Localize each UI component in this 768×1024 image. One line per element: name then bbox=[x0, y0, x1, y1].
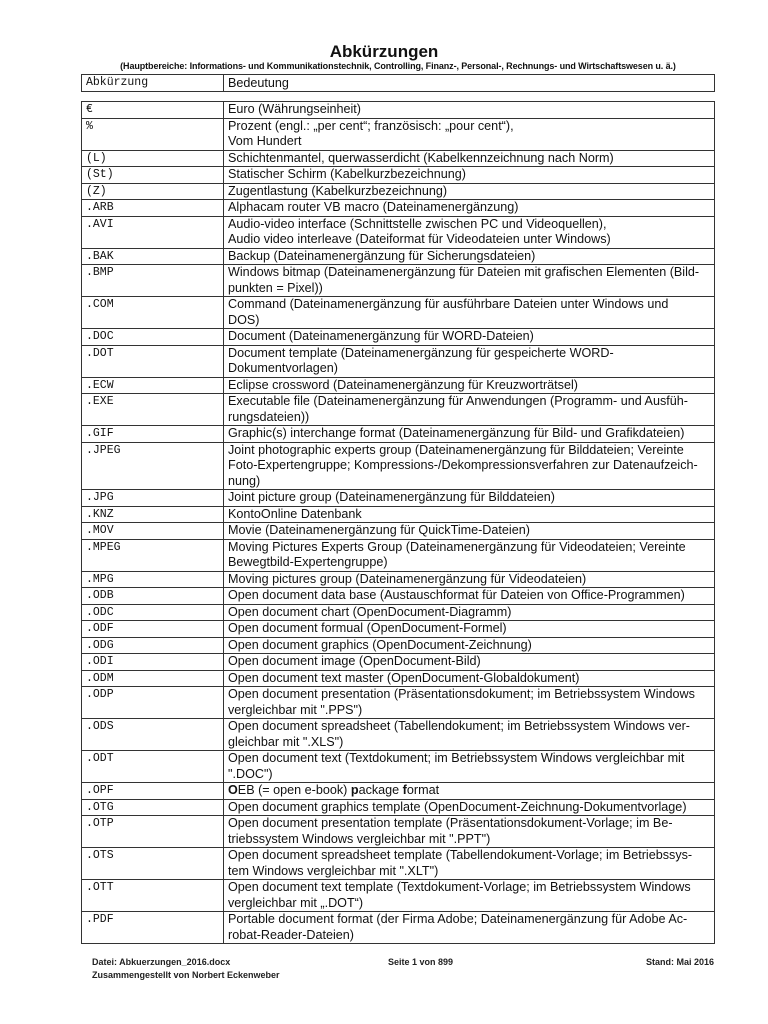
meaning-line: Document template (Dateinamenergänzung für gespeicherte WORD- bbox=[228, 345, 614, 360]
meaning-line: Open document text (Textdokument; im Betriebssystem Windows vergleichbar mit bbox=[228, 751, 685, 765]
meaning-cell bbox=[224, 426, 715, 443]
meaning-line: Open document presentation template (Präsentationsdokument-Vorlage; im Be- bbox=[228, 816, 673, 830]
table-row bbox=[82, 719, 715, 751]
table-row bbox=[82, 297, 715, 329]
footer-date: Stand: Mai 2016 bbox=[645, 957, 714, 967]
abbreviation-cell: .ODC bbox=[82, 604, 224, 621]
meaning-line: Open document image (OpenDocument-Bild) bbox=[228, 654, 481, 668]
abbreviation-cell: .ODF bbox=[82, 621, 224, 638]
meaning-line: Joint photographic experts group (Dateinamenergänzung für Bilddateien; Vereinte bbox=[228, 442, 684, 457]
page-subtitle: (Hauptbereiche: Informations- und Kommunikationstechnik, Controlling, Finanz-, Personal-, Rechnungs- und Wirtschaftswesen u. ä.) bbox=[120, 61, 676, 71]
abbreviation-cell: .BAK bbox=[82, 248, 224, 265]
table-row bbox=[82, 637, 715, 654]
meaning-line: Open document spreadsheet (Tabellendokument; im Betriebssystem Windows ver- bbox=[228, 719, 690, 733]
abbreviation-cell: .PDF bbox=[82, 912, 224, 944]
abbreviation-cell: .OTT bbox=[82, 880, 224, 912]
meaning-cell bbox=[224, 604, 715, 621]
meaning-fragment: ackage bbox=[358, 783, 403, 797]
abbreviation-cell: .COM bbox=[82, 297, 224, 329]
header-row bbox=[82, 75, 715, 92]
meaning-line: Graphic(s) interchange format (Dateinamenergänzung für Bild- und Grafikdateien) bbox=[228, 426, 685, 440]
meaning-line: Alphacam router VB macro (Dateinamenergänzung) bbox=[228, 200, 519, 214]
table-row bbox=[82, 848, 715, 880]
table-row bbox=[82, 167, 715, 184]
table-row bbox=[82, 687, 715, 719]
meaning-cell bbox=[224, 799, 715, 816]
abbreviation-cell: .ODP bbox=[82, 687, 224, 719]
meaning-line: Schichtenmantel, querwasserdicht (Kabelkennzeichnung nach Norm) bbox=[228, 150, 614, 165]
table-row bbox=[82, 150, 715, 167]
meaning-line: vergleichbar mit ".PPS") bbox=[228, 702, 363, 717]
meaning-cell bbox=[224, 783, 715, 800]
table-row bbox=[82, 654, 715, 671]
table-row bbox=[82, 816, 715, 848]
meaning-cell bbox=[224, 200, 715, 217]
meaning-cell bbox=[224, 816, 715, 848]
meaning-line: Movie (Dateinamenergänzung für QuickTime-Dateien) bbox=[228, 523, 530, 537]
meaning-cell bbox=[224, 490, 715, 507]
meaning-cell bbox=[224, 102, 715, 119]
meaning-line: Vom Hundert bbox=[228, 134, 302, 148]
meaning-cell bbox=[224, 588, 715, 605]
meaning-cell bbox=[224, 394, 715, 426]
meaning-line: rungsdateien)) bbox=[228, 409, 310, 424]
abbreviation-table bbox=[81, 101, 715, 944]
table-row bbox=[82, 426, 715, 443]
meaning-cell bbox=[224, 297, 715, 329]
meaning-line: KontoOnline Datenbank bbox=[228, 506, 362, 521]
meaning-line: Open document formual (OpenDocument-Formel) bbox=[228, 621, 507, 635]
column-header-table bbox=[81, 74, 715, 92]
meaning-cell bbox=[224, 848, 715, 880]
meaning-fragment: EB (= open e-book) bbox=[237, 783, 351, 797]
abbreviation-cell: .ODI bbox=[82, 654, 224, 671]
meaning-cell bbox=[224, 183, 715, 200]
meaning-fragment: f bbox=[402, 783, 407, 797]
meaning-line: Prozent (engl.: „per cent“; französisch: „pour cent“), bbox=[228, 118, 514, 133]
meaning-line: Dokumentvorlagen) bbox=[228, 361, 338, 375]
abbreviation-cell: .MPEG bbox=[82, 539, 224, 571]
abbreviation-cell: .BMP bbox=[82, 265, 224, 297]
page-title: Abkürzungen bbox=[329, 42, 439, 61]
abbreviation-cell: (St) bbox=[82, 167, 224, 184]
abbreviation-cell: .EXE bbox=[82, 394, 224, 426]
table-row bbox=[82, 200, 715, 217]
meaning-cell bbox=[224, 523, 715, 540]
meaning-line: Audio video interleave (Dateiformat für Videodateien unter Windows) bbox=[228, 232, 611, 246]
abbreviation-cell: .JPG bbox=[82, 490, 224, 507]
meaning-cell bbox=[224, 687, 715, 719]
meaning-line: Bewegtbild-Expertengruppe) bbox=[228, 555, 388, 569]
meaning-cell bbox=[224, 880, 715, 912]
abbreviation-cell: .OPF bbox=[82, 783, 224, 800]
meaning-cell bbox=[224, 571, 715, 588]
table-row bbox=[82, 880, 715, 912]
meaning-cell bbox=[224, 248, 715, 265]
meaning-line: punkten = Pixel)) bbox=[228, 280, 323, 295]
meaning-line: Moving pictures group (Dateinamenergänzung für Videodateien) bbox=[228, 571, 587, 586]
meaning-cell bbox=[224, 654, 715, 671]
meaning-line: Windows bitmap (Dateinamenergänzung für Dateien mit grafischen Elementen (Bild- bbox=[228, 265, 700, 279]
meaning-line: Command (Dateinamenergänzung für ausführbare Dateien unter Windows und bbox=[228, 297, 669, 311]
meaning-line: Zugentlastung (Kabelkurzbezeichnung) bbox=[228, 183, 448, 198]
meaning-line: ".DOC") bbox=[228, 766, 273, 781]
meaning-cell bbox=[224, 442, 715, 490]
table-row bbox=[82, 751, 715, 783]
table-row bbox=[82, 345, 715, 377]
meaning-line: Eclipse crossword (Dateinamenergänzung für Kreuzworträtsel) bbox=[228, 377, 578, 392]
meaning-cell bbox=[224, 621, 715, 638]
table-row bbox=[82, 621, 715, 638]
meaning-cell bbox=[224, 751, 715, 783]
meaning-line: Open document chart (OpenDocument-Diagramm) bbox=[228, 604, 512, 619]
abbreviation-cell: .ODB bbox=[82, 588, 224, 605]
meaning-line: Open document graphics (OpenDocument-Zeichnung) bbox=[228, 637, 532, 652]
meaning-line: triebssystem Windows vergleichbar mit ".PPT") bbox=[228, 831, 491, 846]
meaning-line: Euro (Währungseinheit) bbox=[228, 102, 361, 116]
meaning-cell bbox=[224, 637, 715, 654]
meaning-line: Backup (Dateinamenergänzung für Sicherungsdateien) bbox=[228, 248, 536, 263]
meaning-line: robat-Reader-Dateien) bbox=[228, 927, 354, 942]
table-row bbox=[82, 329, 715, 346]
table-row bbox=[82, 670, 715, 687]
abbreviation-cell: .DOC bbox=[82, 329, 224, 346]
table-row bbox=[82, 506, 715, 523]
meaning-line: Statischer Schirm (Kabelkurzbezeichnung) bbox=[228, 167, 466, 181]
abbreviation-cell: .ECW bbox=[82, 377, 224, 394]
meaning-cell bbox=[224, 167, 715, 184]
meaning-cell bbox=[224, 216, 715, 248]
table-row bbox=[82, 248, 715, 265]
abbreviation-cell: .OTG bbox=[82, 799, 224, 816]
meaning-cell bbox=[224, 150, 715, 167]
meaning-line: nung) bbox=[228, 473, 261, 488]
abbreviation-cell: .GIF bbox=[82, 426, 224, 443]
meaning-cell bbox=[224, 539, 715, 571]
meaning-cell bbox=[224, 377, 715, 394]
meaning-line: Open document spreadsheet template (Tabellendokument-Vorlage; im Betriebssys- bbox=[228, 848, 693, 862]
table-row bbox=[82, 265, 715, 297]
abbreviation-cell: .KNZ bbox=[82, 506, 224, 523]
table-row bbox=[82, 216, 715, 248]
abbreviation-cell: % bbox=[82, 118, 224, 150]
meaning-fragment: ormat bbox=[406, 783, 440, 797]
table-row bbox=[82, 783, 715, 800]
meaning-cell bbox=[224, 719, 715, 751]
abbreviation-cell: (L) bbox=[82, 150, 224, 167]
meaning-cell bbox=[224, 265, 715, 297]
table-row bbox=[82, 571, 715, 588]
meaning-line: gleichbar mit ".XLS") bbox=[228, 734, 344, 749]
meaning-line: Open document text template (Textdokument-Vorlage; im Betriebssystem Windows bbox=[228, 880, 691, 894]
abbreviation-cell: .OTP bbox=[82, 816, 224, 848]
meaning-line: vergleichbar mit „.DOT“) bbox=[228, 895, 364, 910]
abbreviation-cell: .MOV bbox=[82, 523, 224, 540]
footer-file: Datei: Abkuerzungen_2016.docx bbox=[92, 957, 231, 967]
meaning-line: Joint picture group (Dateinamenergänzung für Bilddateien) bbox=[228, 490, 555, 504]
meaning-cell bbox=[224, 670, 715, 687]
table-row bbox=[82, 442, 715, 490]
table-row bbox=[82, 183, 715, 200]
table-row bbox=[82, 394, 715, 426]
table-row bbox=[82, 912, 715, 944]
abbreviation-cell: .JPEG bbox=[82, 442, 224, 490]
meaning-line: tem Windows vergleichbar mit ".XLT") bbox=[228, 863, 439, 878]
meaning-line: Open document text master (OpenDocument-Globaldokument) bbox=[228, 670, 580, 685]
meaning-line: Moving Pictures Experts Group (Dateinamenergänzung für Videodateien; Vereinte bbox=[228, 539, 686, 554]
meaning-line: Open document graphics template (OpenDocument-Zeichnung-Dokumentvorlage) bbox=[228, 799, 687, 814]
meaning-line: Open document data base (Austauschformat für Dateien von Office-Programmen) bbox=[228, 588, 685, 602]
meaning-cell bbox=[224, 118, 715, 150]
header-meaning: Bedeutung bbox=[224, 75, 715, 92]
table-row bbox=[82, 539, 715, 571]
abbreviation-cell: .ODM bbox=[82, 670, 224, 687]
meaning-line: Document (Dateinamenergänzung für WORD-Dateien) bbox=[228, 329, 534, 343]
abbreviation-cell: .ODT bbox=[82, 751, 224, 783]
table-row bbox=[82, 490, 715, 507]
abbreviation-cell: .OTS bbox=[82, 848, 224, 880]
footer-page-number: Seite 1 von 899 bbox=[388, 957, 454, 967]
abbreviation-cell: .ODS bbox=[82, 719, 224, 751]
meaning-cell bbox=[224, 329, 715, 346]
meaning-line: Open document presentation (Präsentationsdokument; im Betriebssystem Windows bbox=[228, 687, 695, 701]
meaning-cell bbox=[224, 345, 715, 377]
meaning-line: Foto-Expertengruppe; Kompressions-/Dekompressionsverfahren zur Datenaufzeich- bbox=[228, 458, 698, 472]
meaning-fragment: p bbox=[350, 783, 359, 797]
meaning-cell bbox=[224, 912, 715, 944]
table-row bbox=[82, 604, 715, 621]
footer-author: Zusammengestellt von Norbert Eckenweber bbox=[92, 970, 280, 980]
abbreviation-cell: .DOT bbox=[82, 345, 224, 377]
meaning-cell bbox=[224, 506, 715, 523]
table-row bbox=[82, 102, 715, 119]
meaning-line: Audio-video interface (Schnittstelle zwischen PC und Videoquellen), bbox=[228, 216, 607, 231]
abbreviation-cell: (Z) bbox=[82, 183, 224, 200]
table-row bbox=[82, 799, 715, 816]
abbreviation-cell: .ARB bbox=[82, 200, 224, 217]
abbreviation-cell: € bbox=[82, 102, 224, 119]
meaning-line: Portable document format (der Firma Adobe; Dateinamenergänzung für Adobe Ac- bbox=[228, 912, 688, 926]
header-abbreviation: Abkürzung bbox=[82, 75, 224, 92]
meaning-line: Executable file (Dateinamenergänzung für Anwendungen (Programm- und Ausfüh- bbox=[228, 394, 688, 408]
table-row bbox=[82, 377, 715, 394]
abbreviation-cell: .ODG bbox=[82, 637, 224, 654]
abbreviation-cell: .MPG bbox=[82, 571, 224, 588]
table-row bbox=[82, 118, 715, 150]
meaning-line: DOS) bbox=[228, 312, 260, 327]
meaning-fragment: O bbox=[228, 783, 238, 797]
abbreviation-cell: .AVI bbox=[82, 216, 224, 248]
table-row bbox=[82, 588, 715, 605]
table-row bbox=[82, 523, 715, 540]
